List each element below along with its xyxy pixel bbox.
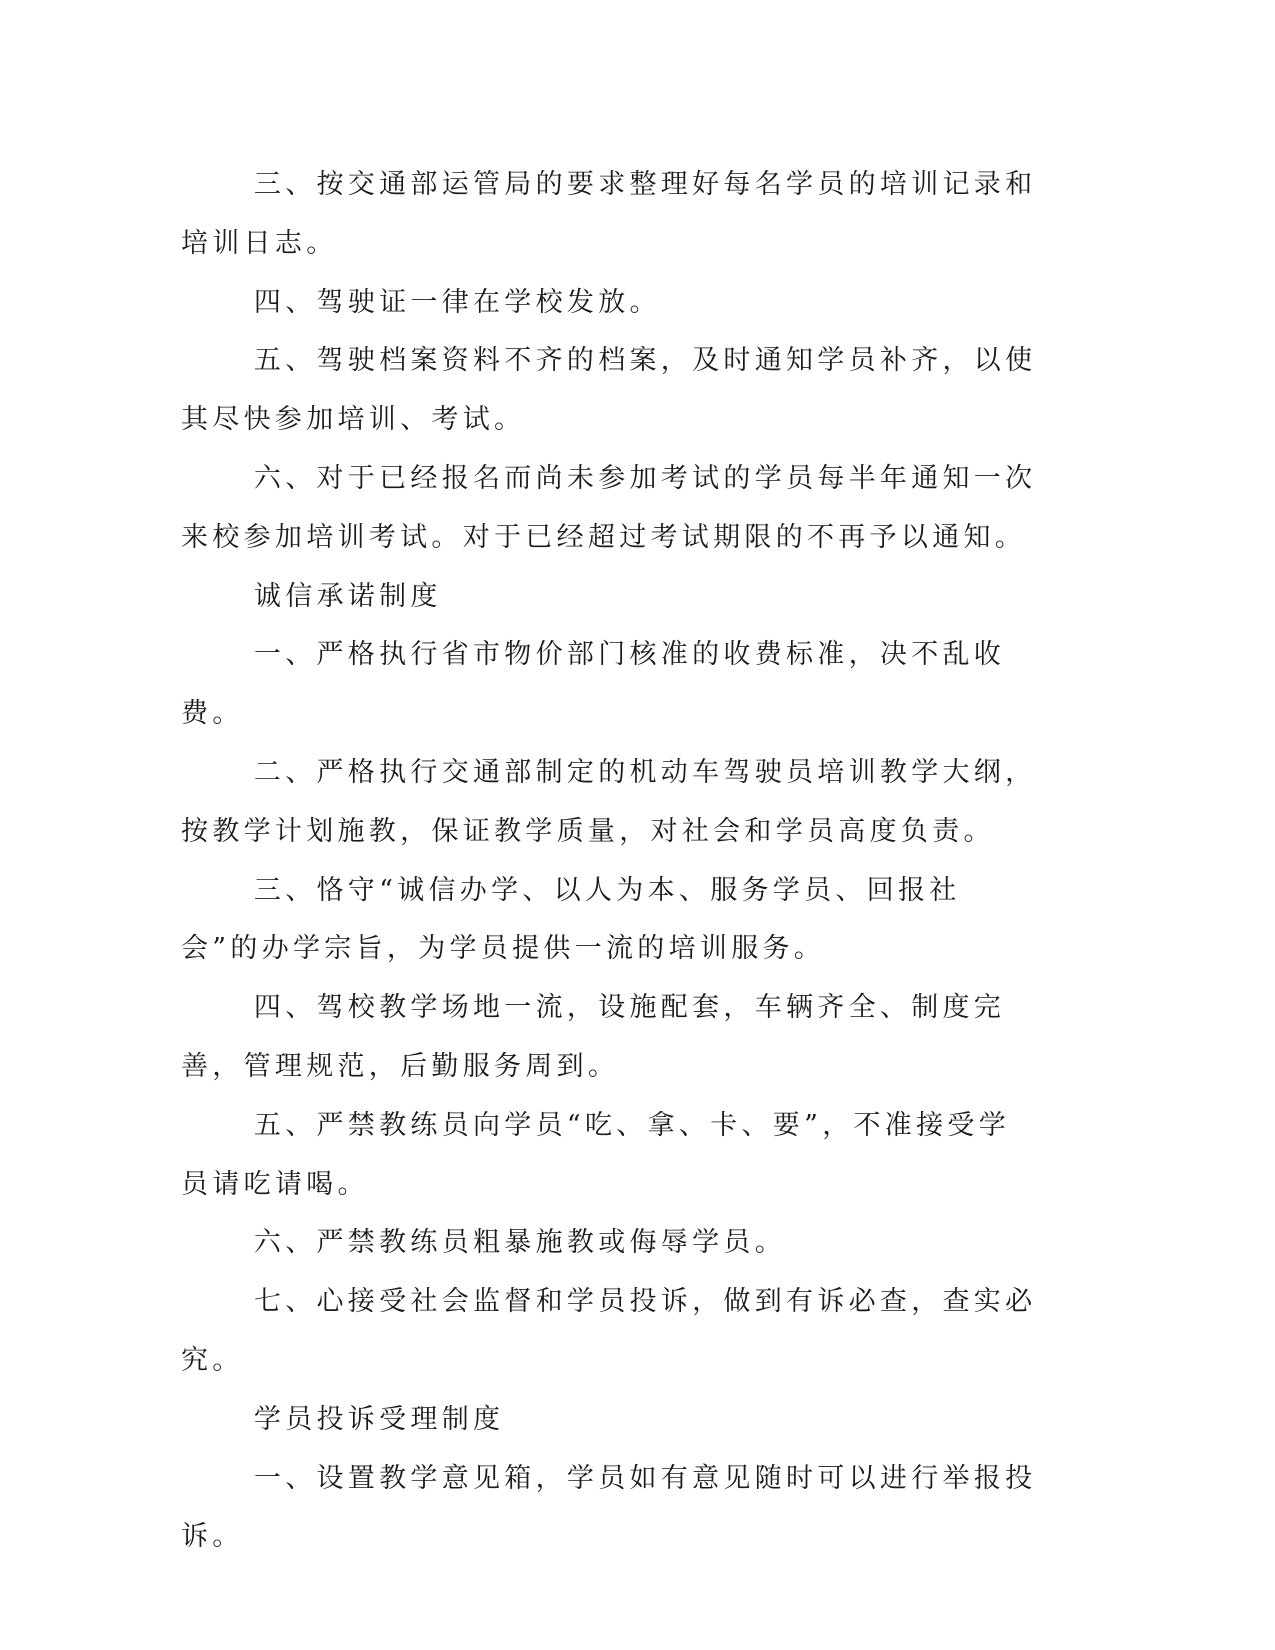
paragraph-tenet: 三、恪守“诚信办学、以人为本、服务学员、回报社会”的办学宗旨，为学员提供一流的培训服务。 (181, 874, 961, 965)
paragraph-suggestion-box: 一、设置教学意见箱，学员如有意见随时可以进行举报投诉。 (181, 1462, 1037, 1553)
paragraph-fees: 一、严格执行省市物价部门核准的收费标准，决不乱收费。 (181, 639, 1006, 730)
section-heading-integrity: 诚信承诺制度 (253, 580, 442, 612)
paragraph-notification: 六、对于已经报名而尚未参加考试的学员每半年通知一次来校参加培训考试。对于已经超过考试期限的不再予以通知。 (181, 462, 1037, 553)
paragraph-no-abuse: 六、严禁教练员粗暴施教或侮辱学员。 (253, 1227, 786, 1259)
paragraph-archives: 五、驾驶档案资料不齐的档案，及时通知学员补齐，以使其尽快参加培训、考试。 (181, 345, 1037, 436)
paragraph-records: 三、按交通部运管局的要求整理好每名学员的培训记录和培训日志。 (181, 169, 1037, 259)
section-heading-complaints: 学员投诉受理制度 (253, 1403, 505, 1435)
paragraph-supervision: 七、心接受社会监督和学员投诉，做到有诉必查，查实必究。 (181, 1286, 1037, 1376)
document-body (181, 156, 1041, 1567)
paragraph-syllabus: 二、严格执行交通部制定的机动车驾驶员培训教学大纲，按教学计划施教，保证教学质量，对社会和学员高度负责。 (181, 756, 1037, 847)
paragraph-conduct: 五、严禁教练员向学员“吃、拿、卡、要”，不准接受学员请吃请喝。 (181, 1109, 1010, 1200)
paragraph-license: 四、驾驶证一律在学校发放。 (253, 286, 661, 318)
paragraph-facilities: 四、驾校教学场地一流，设施配套，车辆齐全、制度完善，管理规范，后勤服务周到。 (181, 992, 1006, 1082)
